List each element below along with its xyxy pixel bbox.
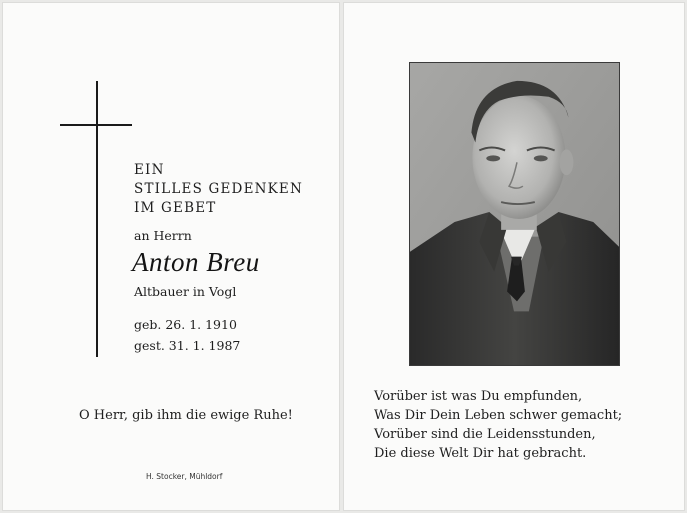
verse-line-4: Die diese Welt Dir hat gebracht. [374,446,587,461]
cross-horizontal-bar [60,124,132,126]
death-date: gest. 31. 1. 1987 [134,338,241,353]
portrait-photo [409,62,620,366]
heading-line-3: IM GEBET [134,200,217,216]
verse-line-3: Vorüber sind die Leidensstunden, [374,427,596,442]
cross-vertical-bar [96,81,98,357]
portrait-image [410,63,619,365]
occupation: Altbauer in Vogl [134,284,237,299]
birth-date: geb. 26. 1. 1910 [134,317,237,332]
verse-line-1: Vorüber ist was Du empfunden, [374,389,583,404]
salutation: an Herrn [134,228,192,243]
heading-line-2: STILLES GEDENKEN [134,181,303,197]
heading-line-1: EIN [134,162,165,178]
printer-credit: H. Stocker, Mühldorf [146,472,223,481]
deceased-name: Anton Breu [132,247,260,277]
verse-line-2: Was Dir Dein Leben schwer gemacht; [374,408,623,423]
prayer-line: O Herr, gib ihm die ewige Ruhe! [79,408,293,423]
